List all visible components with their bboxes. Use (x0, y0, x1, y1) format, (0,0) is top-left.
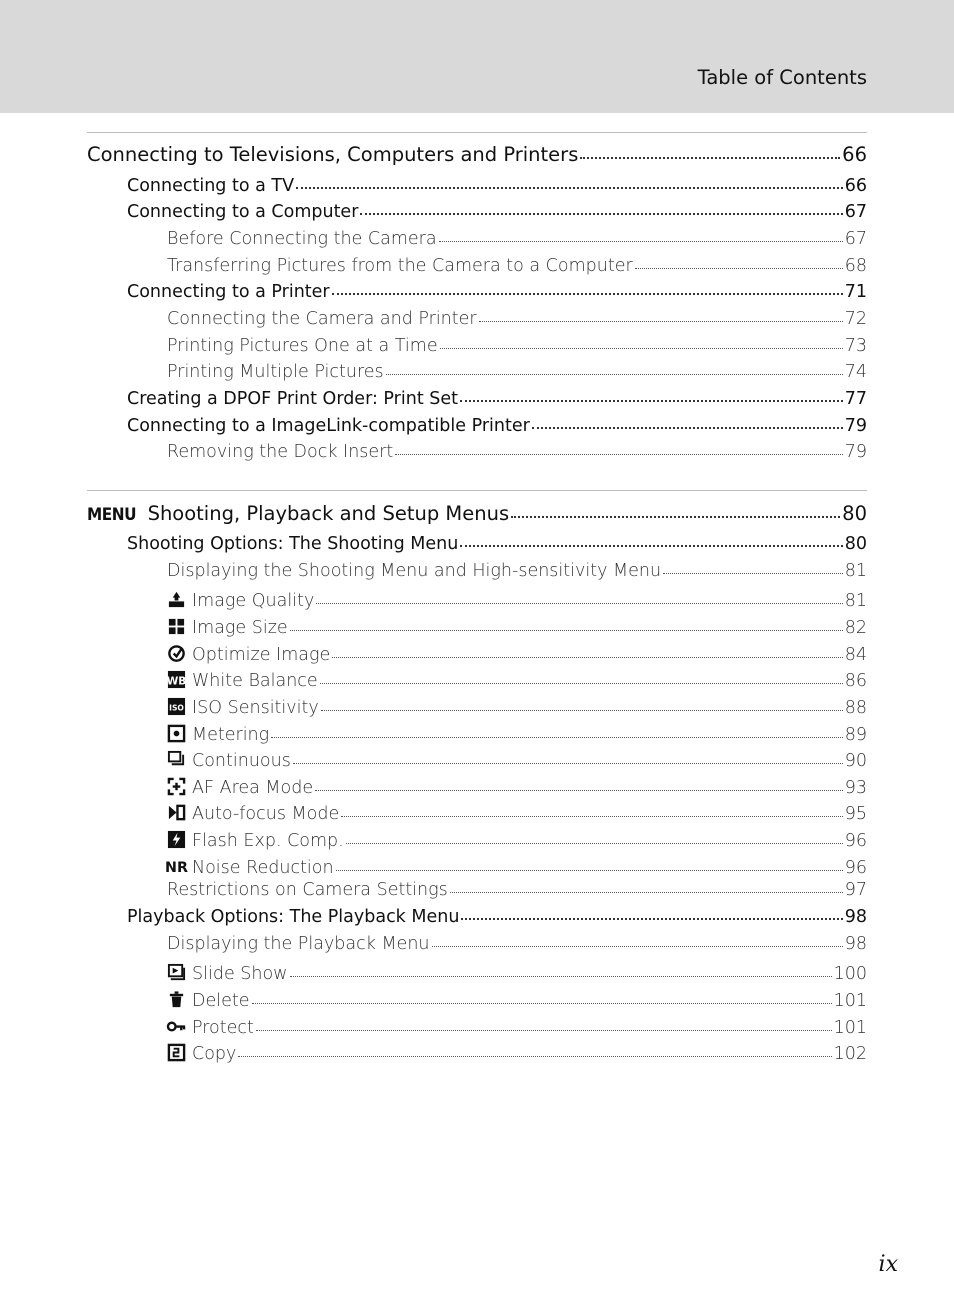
dot-leader (386, 373, 843, 375)
toc-entry-page: 95 (844, 804, 867, 824)
toc-entry-page: 88 (844, 698, 867, 718)
toc-entry[interactable] (167, 336, 867, 356)
dot-leader (511, 515, 840, 518)
slide-show-icon (167, 963, 186, 982)
toc-entry-title: Connecting the Camera and Printer (167, 309, 477, 329)
toc-entry-title: Image Size (192, 618, 288, 638)
toc-entry-page: 66 (844, 176, 867, 196)
dot-leader (635, 267, 843, 269)
toc-entry[interactable] (167, 641, 867, 665)
dot-leader (321, 709, 843, 711)
svg-text:NR: NR (165, 860, 188, 877)
toc-entry-title: Before Connecting the Camera (167, 229, 437, 249)
page-number: ix (878, 1252, 898, 1277)
toc-entry-title: Connecting to a Computer (127, 202, 359, 222)
toc-entry-title: Playback Options: The Playback Menu (127, 907, 460, 927)
dot-leader (252, 1002, 832, 1004)
toc-entry-title: White Balance (192, 671, 318, 691)
toc-entry-page: 101 (833, 1018, 867, 1038)
toc-entry-title: Connecting to a TV (127, 176, 295, 196)
white-balance-icon (167, 670, 186, 689)
dot-leader (296, 186, 843, 189)
toc-entry-page: 73 (844, 336, 867, 356)
af-area-icon (167, 777, 186, 796)
toc-entry-page: 93 (844, 778, 867, 798)
dot-leader (439, 240, 843, 242)
dot-leader (238, 1055, 831, 1057)
toc-entry-title: Shooting, Playback and Setup Menus (147, 502, 510, 525)
toc-entry-page: 98 (844, 934, 867, 954)
toc-entry[interactable] (87, 502, 867, 525)
dot-leader (315, 789, 843, 791)
toc-entry-title: Transferring Pictures from the Camera to a Computer (167, 256, 633, 276)
dot-leader (532, 426, 843, 429)
toc-entry-title: AF Area Mode (192, 778, 314, 798)
toc-entry-page: 81 (844, 591, 867, 611)
toc-entry-page: 80 (844, 534, 867, 554)
toc-entry[interactable] (167, 667, 867, 691)
toc-entry-title: Removing the Dock Insert (167, 442, 394, 462)
noise-reduction-icon (167, 857, 186, 876)
toc-entry-page: 89 (844, 725, 867, 745)
toc-entry-page: 66 (842, 143, 867, 166)
dot-leader (395, 453, 842, 455)
toc-entry-title: Connecting to Televisions, Computers and Printers (87, 143, 579, 166)
toc-entry-page: 101 (833, 991, 867, 1011)
dot-leader (663, 572, 843, 574)
toc-entry-page: 84 (844, 645, 867, 665)
page-title: Table of Contents (697, 66, 867, 89)
toc-entry-title: Printing Multiple Pictures (167, 362, 384, 382)
toc-entry-page: 77 (844, 389, 867, 409)
dot-leader (460, 399, 843, 402)
toc-entry[interactable] (127, 176, 867, 196)
toc-entry-page: 97 (844, 880, 867, 900)
toc-entry[interactable] (167, 1040, 867, 1064)
toc-entry[interactable] (87, 143, 867, 166)
toc-entry-page: 102 (833, 1044, 867, 1064)
dot-leader (332, 292, 843, 295)
toc-entry-title: Displaying the Shooting Menu and High-sensitivity Menu (167, 561, 662, 581)
toc-entry[interactable] (167, 229, 867, 249)
dot-leader (316, 602, 842, 604)
image-size-icon (167, 617, 186, 636)
key-icon (167, 1017, 186, 1036)
toc-entry-title: Copy (192, 1044, 237, 1064)
toc-entry-page: 100 (833, 964, 867, 984)
toc-entry-title: Restrictions on Camera Settings (167, 880, 448, 900)
toc-entry-title: Printing Pictures One at a Time (167, 336, 438, 356)
toc-entry-title: Creating a DPOF Print Order: Print Set (127, 389, 458, 409)
dot-leader (460, 544, 842, 547)
toc-entry-page: 68 (844, 256, 867, 276)
toc-entry-page: 81 (844, 561, 867, 581)
flash-comp-icon (167, 830, 186, 849)
toc-entry-page: 67 (844, 229, 867, 249)
toc-entry-page: 79 (844, 442, 867, 462)
metering-icon (167, 724, 186, 743)
section-divider (87, 490, 867, 491)
dot-leader (341, 815, 843, 817)
autofocus-icon (167, 803, 186, 822)
dot-leader (320, 682, 843, 684)
continuous-icon (167, 750, 186, 769)
toc-entry[interactable] (167, 800, 867, 824)
toc-entry-title: Continuous (192, 751, 291, 771)
toc-entry-page: 86 (844, 671, 867, 691)
toc-entry-page: 80 (842, 502, 867, 525)
dot-leader (271, 736, 843, 738)
trash-icon (167, 990, 186, 1009)
toc-entry[interactable] (167, 561, 867, 581)
dot-leader (293, 762, 843, 764)
toc-entry-title: Optimize Image (192, 645, 331, 665)
toc-entry-page: 79 (844, 416, 867, 436)
toc-entry[interactable] (167, 827, 867, 851)
toc-entry[interactable] (127, 389, 867, 409)
dot-leader (440, 347, 843, 349)
toc-entry-page: 72 (844, 309, 867, 329)
dot-leader (256, 1029, 832, 1031)
toc-entry-title: ISO Sensitivity (192, 698, 319, 718)
toc-entry[interactable] (127, 282, 867, 302)
dot-leader (450, 891, 843, 893)
toc-entry-page: 90 (844, 751, 867, 771)
toc-entry[interactable] (167, 880, 867, 900)
toc-entry[interactable] (167, 747, 867, 771)
toc-entry-page: 82 (844, 618, 867, 638)
toc-entry-title: Noise Reduction (192, 858, 334, 878)
toc-entry[interactable] (167, 721, 867, 745)
toc-entry[interactable] (167, 854, 867, 878)
toc-entry[interactable] (127, 534, 867, 554)
header-band (0, 0, 954, 113)
toc-entry-title: Protect (192, 1018, 254, 1038)
toc-entry[interactable] (167, 960, 867, 984)
dot-leader (461, 917, 842, 920)
dot-leader (479, 320, 843, 322)
toc-entry-title: Image Quality (192, 591, 315, 611)
toc-entry[interactable] (167, 362, 867, 382)
toc-entry-page: 74 (844, 362, 867, 382)
toc-entry-title: Connecting to a ImageLink-compatible Printer (127, 416, 530, 436)
toc-entry[interactable] (167, 442, 867, 462)
dot-leader (336, 869, 843, 871)
toc-entry-title: Connecting to a Printer (127, 282, 330, 302)
image-quality-icon (167, 590, 186, 609)
menu-icon: MENU (87, 505, 137, 525)
toc-entry-page: 96 (844, 831, 867, 851)
toc-entry-title: Shooting Options: The Shooting Menu (127, 534, 459, 554)
toc-entry[interactable] (167, 987, 867, 1011)
dot-leader (346, 842, 843, 844)
toc-entry-title: Flash Exp. Comp. (192, 831, 344, 851)
dot-leader (290, 629, 843, 631)
toc-entry[interactable] (167, 614, 867, 638)
toc-entry[interactable] (127, 907, 867, 927)
toc-entry[interactable] (167, 694, 867, 718)
optimize-image-icon (167, 644, 186, 663)
toc-entry[interactable] (167, 587, 867, 611)
toc-entry[interactable] (127, 416, 867, 436)
toc-entry-title: Auto-focus Mode (192, 804, 340, 824)
toc-entry-title: Slide Show (192, 964, 288, 984)
dot-leader (332, 656, 842, 658)
iso-icon (167, 697, 186, 716)
svg-text:ISO: ISO (169, 703, 184, 713)
toc-entry-page: 96 (844, 858, 867, 878)
toc-entry-title: Delete (192, 991, 250, 1011)
dot-leader (432, 945, 843, 947)
toc-entry[interactable] (167, 1014, 867, 1038)
toc-entry-title: Metering (192, 725, 270, 745)
dot-leader (290, 975, 832, 977)
toc-entry[interactable] (127, 202, 867, 222)
svg-text:WB: WB (166, 675, 187, 688)
toc-entry-page: 67 (844, 202, 867, 222)
copy-icon (167, 1043, 186, 1062)
toc-entry[interactable] (167, 934, 867, 954)
dot-leader (580, 156, 840, 159)
toc-entry-page: 98 (844, 907, 867, 927)
toc-entry-page: 71 (844, 282, 867, 302)
toc-entry-title: Displaying the Playback Menu (167, 934, 430, 954)
section-divider (87, 132, 867, 133)
dot-leader (360, 212, 842, 215)
toc-entry[interactable] (167, 774, 867, 798)
toc-entry[interactable] (167, 309, 867, 329)
toc-entry[interactable] (167, 256, 867, 276)
